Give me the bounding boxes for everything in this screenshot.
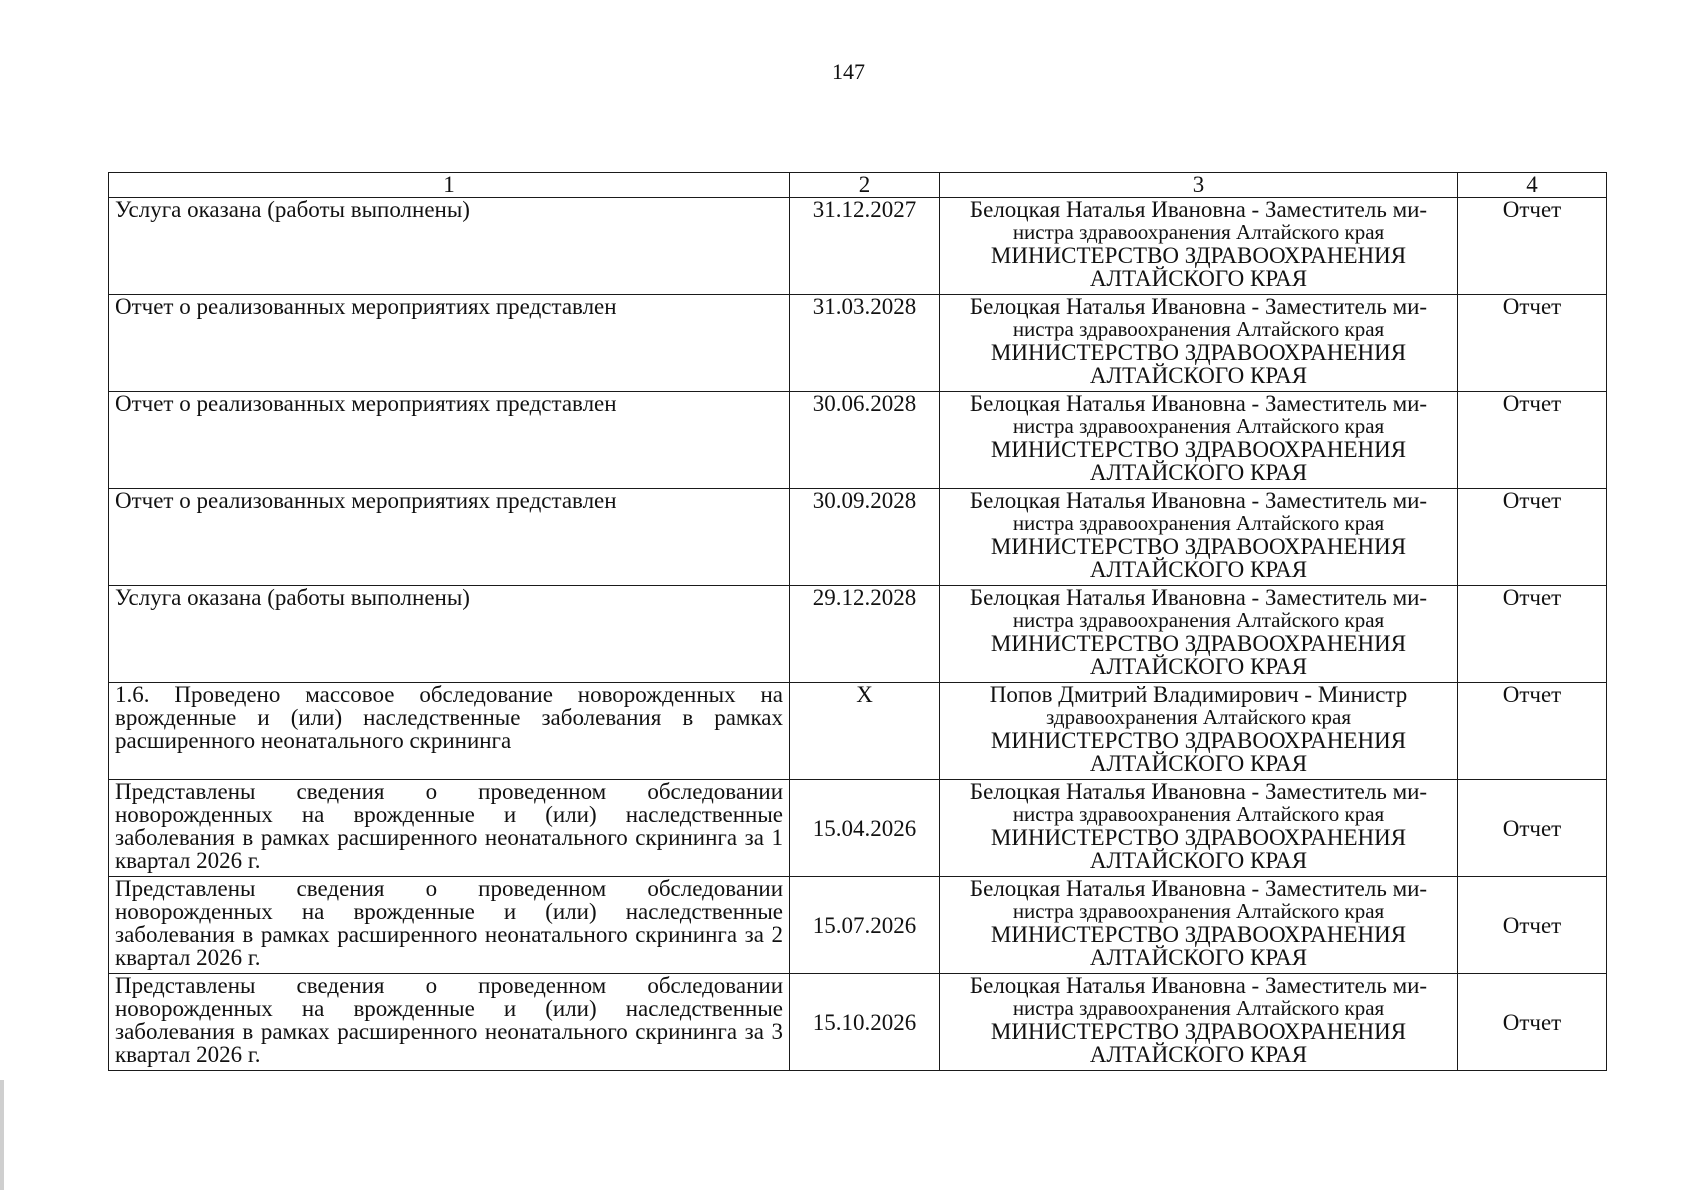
- document-type-cell: Отчет: [1458, 780, 1607, 877]
- organization-name: МИНИСТЕРСТВО ЗДРАВООХРАНЕНИЯ: [990, 631, 1407, 656]
- organization-name: МИНИСТЕРСТВО ЗДРАВООХРАНЕНИЯ: [990, 728, 1407, 753]
- organization-region: АЛТАЙСКОГО КРАЯ: [1089, 460, 1308, 485]
- document-type-cell: Отчет: [1458, 295, 1607, 392]
- responsible-person-cont: здравоохранения Алтайского края: [1045, 705, 1352, 729]
- responsible-person: Белоцкая Наталья Ивановна - Заместитель ми-: [969, 973, 1428, 998]
- date-cell: 31.03.2028: [790, 295, 940, 392]
- responsible-person: Белоцкая Наталья Ивановна - Заместитель ми-: [969, 488, 1428, 513]
- schedule-table: [108, 172, 1607, 1071]
- table-row: [109, 392, 1607, 489]
- scan-margin-mark: [0, 1080, 4, 1190]
- table-header-row: [109, 173, 1607, 198]
- event-cell: 1.6. Проведено массовое обследование новорожденных на врожденные и (или) наследственные заболевания в рамках расширенного неонатального скрининга: [109, 683, 790, 780]
- organization-name: МИНИСТЕРСТВО ЗДРАВООХРАНЕНИЯ: [990, 243, 1407, 268]
- date-cell: X: [790, 683, 940, 780]
- table-row: [109, 586, 1607, 683]
- event-cell: Представлены сведения о проведенном обследовании новорожденных на врожденные и (или) наследственные заболевания в рамках расширенного неонатального скрининга за 2 квартал 2026 г.: [109, 877, 790, 974]
- table-row: [109, 489, 1607, 586]
- responsible-person: Попов Дмитрий Владимирович - Министр: [989, 682, 1408, 707]
- event-cell: Услуга оказана (работы выполнены): [109, 198, 790, 295]
- responsible-cell: [940, 780, 1458, 877]
- organization-region: АЛТАЙСКОГО КРАЯ: [1089, 266, 1308, 291]
- date-cell: 30.09.2028: [790, 489, 940, 586]
- organization-region: АЛТАЙСКОГО КРАЯ: [1089, 1042, 1308, 1067]
- responsible-person: Белоцкая Наталья Ивановна - Заместитель ми-: [969, 779, 1428, 804]
- document-type-cell: Отчет: [1458, 877, 1607, 974]
- organization-region: АЛТАЙСКОГО КРАЯ: [1089, 751, 1308, 776]
- responsible-cell: [940, 974, 1458, 1071]
- table-row: [109, 974, 1607, 1071]
- responsible-person-cont: нистра здравоохранения Алтайского края: [1012, 414, 1385, 438]
- organization-name: МИНИСТЕРСТВО ЗДРАВООХРАНЕНИЯ: [990, 534, 1407, 559]
- organization-region: АЛТАЙСКОГО КРАЯ: [1089, 363, 1308, 388]
- responsible-person-cont: нистра здравоохранения Алтайского края: [1012, 996, 1385, 1020]
- table-row: [109, 295, 1607, 392]
- responsible-person-cont: нистра здравоохранения Алтайского края: [1012, 511, 1385, 535]
- organization-name: МИНИСТЕРСТВО ЗДРАВООХРАНЕНИЯ: [990, 437, 1407, 462]
- document-type-cell: Отчет: [1458, 683, 1607, 780]
- table-row: [109, 198, 1607, 295]
- responsible-person: Белоцкая Наталья Ивановна - Заместитель ми-: [969, 294, 1428, 319]
- date-cell: 29.12.2028: [790, 586, 940, 683]
- event-cell: Услуга оказана (работы выполнены): [109, 586, 790, 683]
- responsible-person: Белоцкая Наталья Ивановна - Заместитель ми-: [969, 585, 1428, 610]
- page-number: 147: [832, 59, 865, 84]
- organization-region: АЛТАЙСКОГО КРАЯ: [1089, 945, 1308, 970]
- responsible-person-cont: нистра здравоохранения Алтайского края: [1012, 802, 1385, 826]
- organization-name: МИНИСТЕРСТВО ЗДРАВООХРАНЕНИЯ: [990, 340, 1407, 365]
- column-header-2: 2: [790, 173, 940, 198]
- date-cell: 15.04.2026: [790, 780, 940, 877]
- column-header-4: 4: [1458, 173, 1607, 198]
- date-cell: 31.12.2027: [790, 198, 940, 295]
- responsible-person-cont: нистра здравоохранения Алтайского края: [1012, 317, 1385, 341]
- date-cell: 30.06.2028: [790, 392, 940, 489]
- document-type-cell: Отчет: [1458, 586, 1607, 683]
- responsible-cell: [940, 586, 1458, 683]
- responsible-person-cont: нистра здравоохранения Алтайского края: [1012, 220, 1385, 244]
- organization-name: МИНИСТЕРСТВО ЗДРАВООХРАНЕНИЯ: [990, 825, 1407, 850]
- organization-name: МИНИСТЕРСТВО ЗДРАВООХРАНЕНИЯ: [990, 1019, 1407, 1044]
- responsible-person: Белоцкая Наталья Ивановна - Заместитель ми-: [969, 876, 1428, 901]
- responsible-person: Белоцкая Наталья Ивановна - Заместитель ми-: [969, 391, 1428, 416]
- organization-region: АЛТАЙСКОГО КРАЯ: [1089, 654, 1308, 679]
- event-cell: Отчет о реализованных мероприятиях представлен: [109, 295, 790, 392]
- responsible-person-cont: нистра здравоохранения Алтайского края: [1012, 899, 1385, 923]
- column-header-3: 3: [940, 173, 1458, 198]
- document-type-cell: Отчет: [1458, 198, 1607, 295]
- event-cell: Отчет о реализованных мероприятиях представлен: [109, 392, 790, 489]
- responsible-person: Белоцкая Наталья Ивановна - Заместитель ми-: [969, 197, 1428, 222]
- event-cell: Представлены сведения о проведенном обследовании новорожденных на врожденные и (или) наследственные заболевания в рамках расширенного неонатального скрининга за 1 квартал 2026 г.: [109, 780, 790, 877]
- date-cell: 15.07.2026: [790, 877, 940, 974]
- responsible-cell: [940, 392, 1458, 489]
- responsible-person-cont: нистра здравоохранения Алтайского края: [1012, 608, 1385, 632]
- organization-region: АЛТАЙСКОГО КРАЯ: [1089, 557, 1308, 582]
- responsible-cell: [940, 683, 1458, 780]
- table-row: [109, 683, 1607, 780]
- organization-name: МИНИСТЕРСТВО ЗДРАВООХРАНЕНИЯ: [990, 922, 1407, 947]
- organization-region: АЛТАЙСКОГО КРАЯ: [1089, 848, 1308, 873]
- document-type-cell: Отчет: [1458, 392, 1607, 489]
- responsible-cell: [940, 877, 1458, 974]
- table-row: [109, 877, 1607, 974]
- responsible-cell: [940, 198, 1458, 295]
- responsible-cell: [940, 295, 1458, 392]
- table-row: [109, 780, 1607, 877]
- document-type-cell: Отчет: [1458, 974, 1607, 1071]
- date-cell: 15.10.2026: [790, 974, 940, 1071]
- column-header-1: 1: [109, 173, 790, 198]
- document-type-cell: Отчет: [1458, 489, 1607, 586]
- responsible-cell: [940, 489, 1458, 586]
- event-cell: Представлены сведения о проведенном обследовании новорожденных на врожденные и (или) наследственные заболевания в рамках расширенного неонатального скрининга за 3 квартал 2026 г.: [109, 974, 790, 1071]
- event-cell: Отчет о реализованных мероприятиях представлен: [109, 489, 790, 586]
